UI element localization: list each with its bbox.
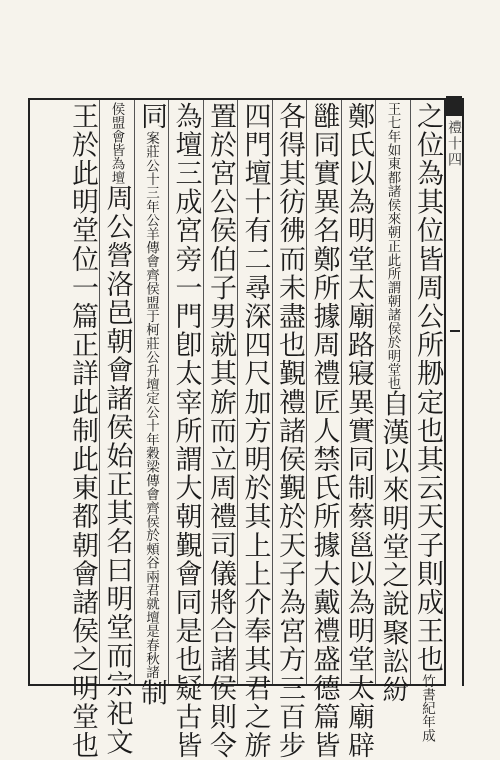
text-column-8 — [168, 100, 203, 760]
text-column-7 — [203, 100, 238, 760]
text-column-3 — [341, 100, 376, 760]
column-text: 四門壇十有二尋深四尺加方明於其上上介奉其君之旂 — [239, 102, 271, 760]
note-line: 竹書 — [419, 674, 435, 702]
text-column-4 — [306, 100, 341, 760]
inline-note — [100, 102, 134, 184]
note-line: 皆為壇 — [108, 143, 125, 185]
column-text: 雝同實異名鄭所據周禮匠人禁氏所據大戴禮盛德篇皆 — [308, 102, 340, 760]
text-columns — [30, 100, 444, 760]
column-text: 之位為其位皆周公所刱定也其云天子則成王也 — [412, 102, 443, 674]
note-line: 案莊公十三年公羊傳會齊侯盟于柯莊公升壇定 — [143, 130, 159, 405]
column-text: 自漢以來明堂之說聚訟紛 — [377, 389, 409, 705]
text-column-9 — [134, 100, 169, 708]
column-text: 同 — [136, 102, 167, 131]
column-text: 為壇三成宮旁一門卽太宰所謂大朝覲會同是也疑古皆 — [170, 102, 202, 760]
column-text: 置於宮公侯伯子男就其旂而立周禮司儀將合諸侯則令 — [205, 102, 236, 760]
note-line: 王七年如東都諸侯來朝正 — [384, 102, 401, 253]
note-line: 紀年成 — [419, 701, 435, 743]
spine-column — [444, 98, 464, 686]
text-column-2 — [375, 100, 410, 705]
text-column-11 — [65, 100, 100, 760]
text-column-5 — [272, 100, 307, 760]
text-column-6 — [237, 100, 272, 760]
column-text: 鄭氏以為明堂太廟路寢異實同制蔡邕以為明堂太廟辟 — [343, 102, 374, 760]
note-line: 此所謂朝諸侯於明堂也 — [384, 252, 401, 390]
inline-note — [410, 674, 444, 743]
column-text: 周公營洛邑朝會諸侯始正其名曰明堂而宗祀文 — [101, 184, 133, 757]
column-text: 制 — [136, 678, 167, 708]
spine-fishtail-mark — [446, 96, 462, 116]
text-column-10 — [99, 100, 134, 757]
column-text: 各得其彷彿而未盡也覲禮諸侯覲於天子為宮方三百步 — [274, 102, 305, 760]
spine-tick-mark — [450, 330, 460, 332]
note-line: 侯盟會 — [108, 102, 125, 144]
text-column-1 — [410, 100, 445, 743]
inline-note — [134, 131, 168, 679]
inline-note — [376, 102, 410, 390]
note-line: 公十年穀梁傳會齊侯於頰谷兩君就壇是春秋諸 — [143, 404, 159, 679]
column-text: 王於此明堂位一篇正詳此制此東都朝會諸侯之明堂也 — [67, 102, 98, 760]
spine-label: 禮十四 — [446, 120, 462, 168]
